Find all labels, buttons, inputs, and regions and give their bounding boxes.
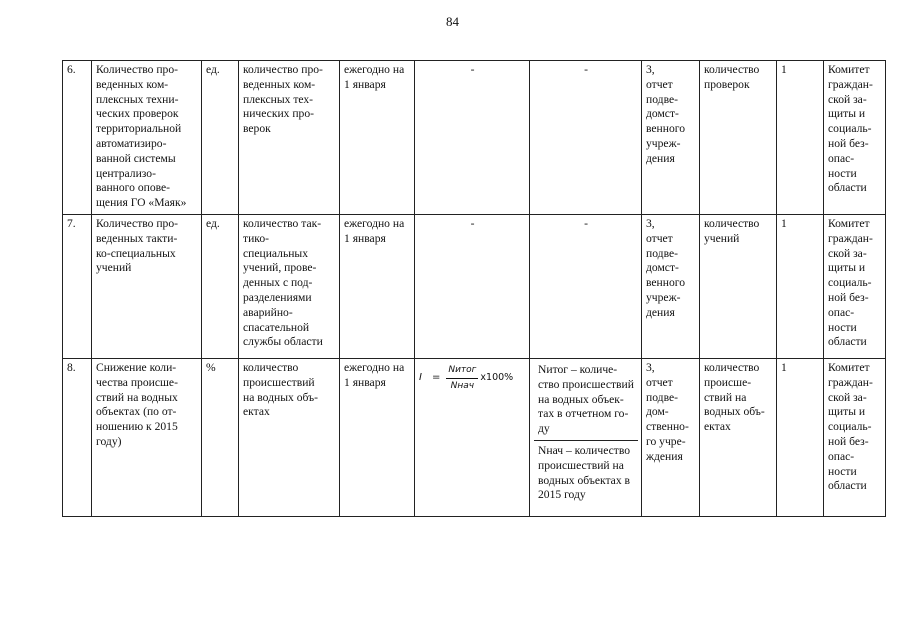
- periodicity: ежегодно на 1 января: [340, 61, 415, 215]
- row-number: 6.: [63, 61, 92, 215]
- coverage: 1: [777, 61, 824, 215]
- formula: -: [415, 215, 530, 359]
- unit: %: [202, 359, 239, 517]
- indicators-table: [62, 60, 886, 517]
- components: [530, 359, 642, 517]
- table-row: [63, 215, 886, 359]
- responsible: Комитет граждан- ской за- щиты и социаль- ной без- опас- ности области: [824, 215, 886, 359]
- coverage: 1: [777, 215, 824, 359]
- definition: количество про- веденных ком- плексных тех- нических про- верок: [239, 61, 340, 215]
- indicator-name: Количество про- веденных такти- ко-специальных учений: [92, 215, 202, 359]
- responsible: Комитет граждан- ской за- щиты и социаль- ной без- опас- ности области: [824, 359, 886, 517]
- collection-method: 3, отчет подве- дом- ственно- го учре- ждения: [642, 359, 700, 517]
- observation-units: количество проверок: [700, 61, 777, 215]
- table-row: [63, 61, 886, 215]
- formula: -: [415, 61, 530, 215]
- component-n-total: Nитог – количе- ство происшествий на водных объек- тах в отчетном го- ду: [534, 361, 638, 441]
- row-number: 8.: [63, 359, 92, 517]
- definition: количество так- тико- специальных учений, прове- денных с под- разделениями аварийно- спасательной службы области: [239, 215, 340, 359]
- row-number: 7.: [63, 215, 92, 359]
- observation-units: количество учений: [700, 215, 777, 359]
- unit: ед.: [202, 215, 239, 359]
- indicator-name: Количество про- веденных ком- плексных техни- ческих проверок территориальной автоматизиро- ванной системы централизо- ванного опове- щения ГО «Маяк»: [92, 61, 202, 215]
- periodicity: ежегодно на 1 января: [340, 359, 415, 517]
- coverage: 1: [777, 359, 824, 517]
- collection-method: 3, отчет подве- домст- венного учреж- дения: [642, 215, 700, 359]
- table-row: [63, 359, 886, 517]
- components: -: [530, 215, 642, 359]
- formula-expression: I = $\frac{\text{Nитог}}{\text{Nнач}}$ x100%: [419, 361, 526, 394]
- collection-method: 3, отчет подве- домст- венного учреж- дения: [642, 61, 700, 215]
- indicator-name: Снижение коли- чества происше- ствий на водных объектах (по от- ношению к 2015 году): [92, 359, 202, 517]
- formula-fraction: $\frac{\text{Nитог}}{\text{Nнач}}$: [448, 365, 477, 391]
- responsible: Комитет граждан- ской за- щиты и социаль- ной без- опас- ности области: [824, 61, 886, 215]
- components: -: [530, 61, 642, 215]
- page-number: 84: [446, 14, 459, 29]
- definition: количество происшествий на водных объ- ектах: [239, 359, 340, 517]
- periodicity: ежегодно на 1 января: [340, 215, 415, 359]
- formula: [415, 359, 530, 517]
- unit: ед.: [202, 61, 239, 215]
- observation-units: количество происше- ствий на водных объ- ектах: [700, 359, 777, 517]
- component-n-start: Nнач – количество происшествий на водных объектах в 2015 году: [538, 443, 631, 502]
